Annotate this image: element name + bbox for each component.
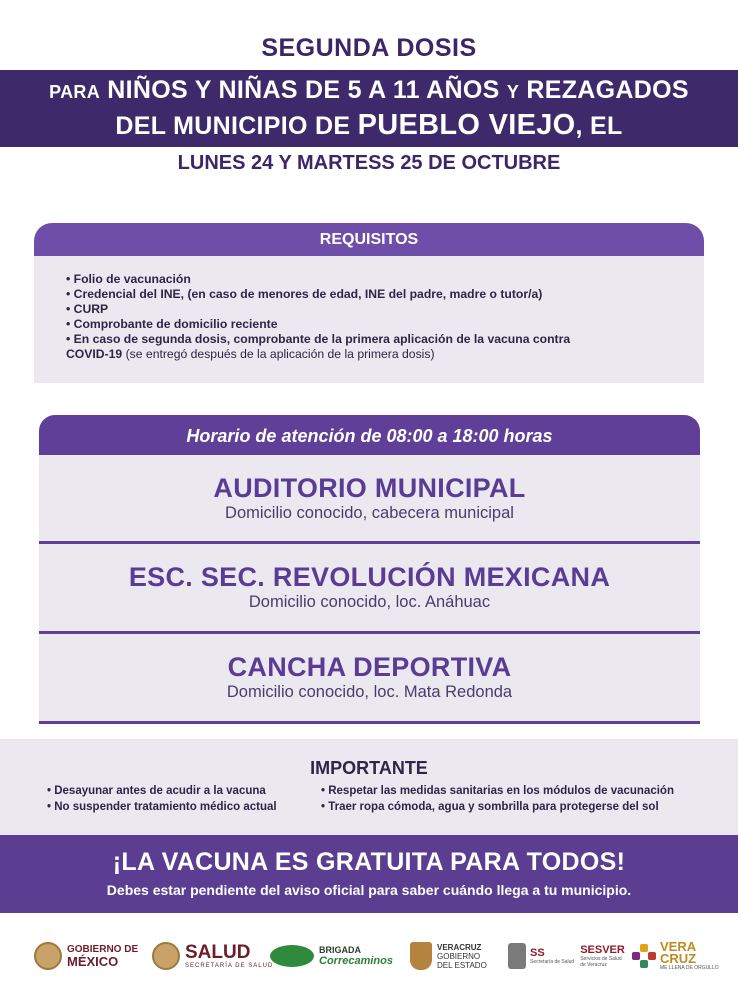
site-name: CANCHA DEPORTIVA bbox=[227, 652, 512, 682]
list-item: • No suspender tratamiento médico actual bbox=[47, 801, 277, 813]
site-card bbox=[39, 455, 700, 542]
logo-text: VERA bbox=[660, 939, 697, 954]
main-title: SEGUNDA DOSIS bbox=[261, 34, 477, 62]
logo-text: Correcaminos bbox=[319, 955, 393, 967]
band-line-1 bbox=[0, 76, 738, 105]
veracruz-gobierno-logo bbox=[410, 936, 487, 976]
list-item bbox=[66, 347, 672, 362]
shield-icon bbox=[410, 942, 432, 970]
roadrunner-icon bbox=[270, 945, 314, 967]
list-item-note: (se entregó después de la aplicación de la primera dosis) bbox=[122, 347, 435, 361]
requisitos-header: REQUISITOS bbox=[34, 223, 704, 256]
banner-title: ¡LA VACUNA ES GRATUITA PARA TODOS! bbox=[112, 848, 626, 876]
logo-text: Servicios de Salud de Veracruz bbox=[580, 956, 622, 968]
logo-text: GOBIERNO bbox=[437, 951, 481, 961]
logo-text: BRIGADA bbox=[319, 945, 361, 955]
logo-text: SS bbox=[530, 947, 545, 959]
logo-text: Secretaría de Salud bbox=[530, 959, 575, 965]
list-item: • Credencial del INE, (en caso de menores de edad, INE del padre, madre o tutor/a) bbox=[66, 287, 543, 301]
logo-text: DEL ESTADO bbox=[437, 960, 487, 970]
brigada-correcaminos-logo bbox=[270, 936, 393, 976]
seal-icon bbox=[34, 942, 62, 970]
band-text: DEL MUNICIPIO DE bbox=[115, 112, 351, 140]
horario-header: Horario de atención de 08:00 a 18:00 horas bbox=[39, 415, 700, 455]
municipality-name: PUEBLO VIEJO bbox=[357, 109, 576, 141]
site-card bbox=[39, 634, 700, 721]
band-text: PARA bbox=[49, 82, 101, 102]
dates: LUNES 24 Y MARTESS 25 DE OCTUBRE bbox=[177, 152, 561, 174]
logo-text: CRUZ bbox=[660, 951, 697, 966]
importante-section bbox=[0, 739, 738, 835]
band-line-2 bbox=[0, 109, 738, 142]
logo-text: MÉXICO bbox=[67, 953, 119, 969]
audience-band bbox=[0, 70, 738, 147]
list-item: • Traer ropa cómoda, agua y sombrilla para protegerse del sol bbox=[321, 801, 659, 813]
logo-text: VERACRUZ bbox=[437, 942, 482, 952]
list-item: • Desayunar antes de acudir a la vacuna bbox=[47, 785, 266, 797]
flower-icon bbox=[632, 944, 656, 968]
logo-text: SECRETARÍA DE SALUD bbox=[185, 963, 274, 969]
divider bbox=[39, 721, 700, 724]
list-item: • Comprobante de domicilio reciente bbox=[66, 317, 278, 331]
logo-text: SALUD bbox=[185, 942, 251, 963]
ss-sesver-logo bbox=[508, 936, 628, 976]
importante-title: IMPORTANTE bbox=[310, 758, 428, 778]
site-address: Domicilio conocido, cabecera municipal bbox=[225, 504, 514, 522]
band-text: NIÑOS Y NIÑAS DE 5 A 11 AÑOS bbox=[107, 76, 500, 104]
list-item: • Folio de vacunación bbox=[66, 272, 191, 286]
free-vaccine-banner bbox=[0, 835, 738, 913]
site-name: AUDITORIO MUNICIPAL bbox=[213, 473, 526, 503]
logo-text: SESVER bbox=[580, 944, 625, 956]
list-item-bold: COVID-19 bbox=[66, 347, 123, 361]
list-item: • Respetar las medidas sanitarias en los módulos de vacunación bbox=[321, 785, 674, 797]
band-text: Y bbox=[506, 82, 520, 102]
band-text: REZAGADOS bbox=[526, 76, 689, 104]
seal-icon bbox=[152, 942, 180, 970]
banner-subtitle: Debes estar pendiente del aviso oficial para saber cuándo llega a tu municipio. bbox=[106, 882, 632, 898]
band-text: , EL bbox=[575, 112, 623, 140]
list-item: • CURP bbox=[66, 302, 109, 316]
site-address: Domicilio conocido, loc. Mata Redonda bbox=[226, 683, 513, 701]
site-name: ESC. SEC. REVOLUCIÓN MEXICANA bbox=[128, 562, 611, 592]
list-item: • En caso de segunda dosis, comprobante de la primera aplicación de la vacuna contra bbox=[66, 332, 571, 346]
building-icon bbox=[508, 943, 526, 969]
gobierno-mexico-logo bbox=[34, 936, 138, 976]
logo-text: ME LLENA DE ORGULLO bbox=[660, 965, 719, 971]
site-address: Domicilio conocido, loc. Anáhuac bbox=[248, 593, 491, 611]
salud-logo bbox=[152, 936, 273, 976]
veracruz-orgullo-logo bbox=[632, 936, 719, 976]
logo-text: GOBIERNO DE bbox=[67, 943, 139, 955]
site-card bbox=[39, 544, 700, 631]
requisitos-list bbox=[34, 256, 704, 383]
